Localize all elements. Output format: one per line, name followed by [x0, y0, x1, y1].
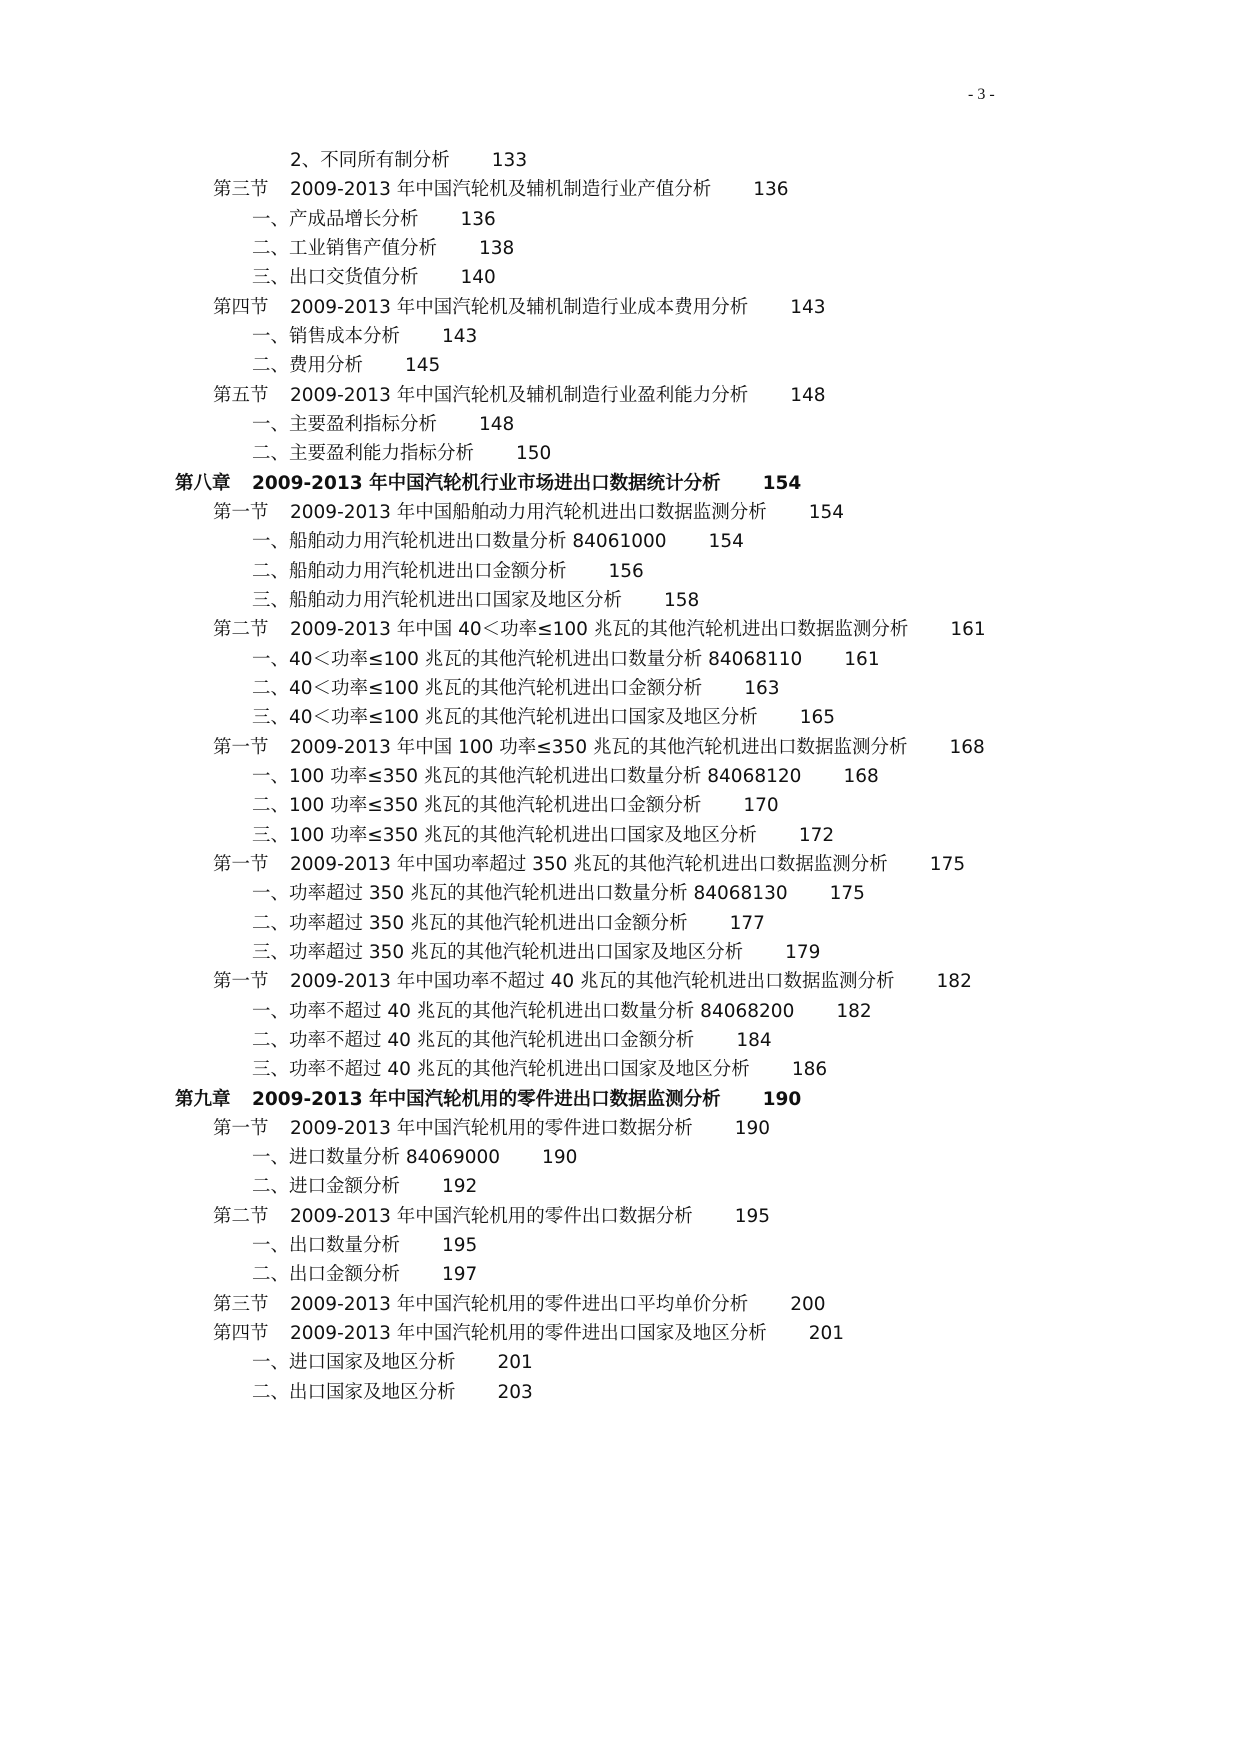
toc-title: 二、功率不超过 40 兆瓦的其他汽轮机进出口金额分析	[252, 1029, 695, 1051]
toc-page-number: 195	[734, 1205, 771, 1227]
toc-item	[0, 938, 1241, 967]
toc-title: 2009-2013 年中国功率不超过 40 兆瓦的其他汽轮机进出口数据监测分析	[290, 971, 895, 993]
toc-page-number: 136	[460, 208, 496, 230]
toc-page-number: 148	[479, 413, 515, 435]
toc-page-number: 161	[844, 648, 880, 670]
toc-section	[0, 850, 1241, 879]
toc-title: 二、主要盈利能力指标分析	[252, 443, 475, 465]
toc-page-number: 201	[808, 1323, 845, 1345]
toc-section	[0, 733, 1241, 762]
toc-page-number: 182	[836, 1000, 872, 1022]
toc-title: 2009-2013 年中国汽轮机行业市场进出口数据统计分析	[252, 472, 721, 494]
toc-item	[0, 821, 1241, 850]
toc-page-number: 154	[808, 501, 845, 523]
toc-page-number: 192	[442, 1176, 478, 1198]
toc-item	[0, 1172, 1241, 1201]
toc-item	[0, 527, 1241, 556]
toc-page-number: 175	[829, 883, 865, 905]
toc-title: 2009-2013 年中国汽轮机用的零件出口数据分析	[290, 1205, 693, 1227]
toc-section	[0, 967, 1241, 996]
toc-item	[0, 557, 1241, 586]
toc-page-number: 154	[708, 531, 744, 553]
toc-title: 2009-2013 年中国汽轮机用的零件进口数据分析	[290, 1117, 693, 1139]
toc-item	[0, 263, 1241, 292]
toc-item	[0, 1348, 1241, 1377]
toc-page-number: 138	[479, 237, 515, 259]
toc-page-number: 163	[744, 677, 780, 699]
toc-section	[0, 1114, 1241, 1143]
toc-item	[0, 1026, 1241, 1055]
toc-title: 2、不同所有制分析	[290, 150, 450, 171]
toc-section-label: 第一节	[213, 501, 269, 523]
toc-title: 一、船舶动力用汽轮机进出口数量分析 84061000	[252, 531, 667, 553]
toc-item	[0, 410, 1241, 439]
toc-section-label: 第三节	[213, 1293, 269, 1315]
toc-section	[0, 498, 1241, 527]
toc-page-number: 165	[799, 707, 836, 729]
toc-page-number: 182	[936, 971, 972, 993]
toc-title: 2009-2013 年中国汽轮机用的零件进出口国家及地区分析	[290, 1323, 767, 1345]
toc-page-number: 172	[798, 824, 835, 846]
toc-page-number: 200	[790, 1293, 826, 1315]
toc-title: 2009-2013 年中国汽轮机用的零件进出口平均单价分析	[290, 1293, 749, 1315]
toc-page-number: 161	[950, 619, 986, 641]
page-number: - 3 -	[968, 86, 995, 103]
toc-section-label: 第一节	[213, 1117, 269, 1139]
toc-title: 一、功率不超过 40 兆瓦的其他汽轮机进出口数量分析 84068200	[252, 1000, 795, 1022]
toc-section-label: 第一节	[213, 971, 269, 993]
toc-title: 2009-2013 年中国汽轮机用的零件进出口数据监测分析	[252, 1088, 721, 1110]
toc-item	[0, 351, 1241, 380]
toc-title: 一、主要盈利指标分析	[252, 413, 438, 435]
toc-section-label: 第二节	[213, 1205, 269, 1227]
toc-item	[0, 586, 1241, 615]
toc-chapter-label: 第八章	[175, 472, 231, 494]
toc-title: 2009-2013 年中国 40＜功率≤100 兆瓦的其他汽轮机进出口数据监测分析	[290, 619, 909, 641]
toc-section-label: 第一节	[213, 853, 269, 875]
toc-title: 二、40＜功率≤100 兆瓦的其他汽轮机进出口金额分析	[252, 677, 703, 699]
toc-item	[0, 1143, 1241, 1172]
toc-title: 2009-2013 年中国船舶动力用汽轮机进出口数据监测分析	[290, 501, 767, 523]
toc-page-number: 145	[405, 355, 441, 377]
toc-title: 一、出口数量分析	[252, 1235, 401, 1257]
toc-page-number: 170	[743, 795, 779, 817]
toc-subitem	[0, 146, 1241, 175]
toc-section	[0, 293, 1241, 322]
toc-title: 二、进口金额分析	[252, 1176, 401, 1198]
toc-section-label: 第三节	[213, 179, 269, 201]
toc-item	[0, 205, 1241, 234]
toc-title: 三、功率超过 350 兆瓦的其他汽轮机进出口国家及地区分析	[252, 941, 744, 963]
toc-title: 2009-2013 年中国汽轮机及辅机制造行业成本费用分析	[290, 296, 749, 318]
table-of-contents	[0, 146, 1241, 1407]
toc-title: 二、费用分析	[252, 355, 364, 377]
toc-page-number: 158	[664, 589, 700, 611]
toc-item	[0, 997, 1241, 1026]
toc-title: 三、40＜功率≤100 兆瓦的其他汽轮机进出口国家及地区分析	[252, 707, 758, 729]
toc-chapter-label: 第九章	[175, 1088, 231, 1110]
toc-item	[0, 645, 1241, 674]
toc-item	[0, 439, 1241, 468]
toc-title: 一、进口国家及地区分析	[252, 1352, 456, 1374]
toc-item	[0, 234, 1241, 263]
toc-title: 一、100 功率≤350 兆瓦的其他汽轮机进出口数量分析 84068120	[252, 765, 802, 787]
toc-title: 三、出口交货值分析	[252, 267, 419, 289]
toc-section-label: 第四节	[213, 296, 269, 318]
toc-section-label: 第二节	[213, 619, 269, 641]
toc-section-label: 第五节	[213, 384, 269, 406]
toc-page-number: 190	[734, 1117, 771, 1139]
toc-item	[0, 1055, 1241, 1084]
toc-page-number: 140	[460, 267, 496, 289]
toc-page-number: 148	[790, 384, 826, 406]
toc-section	[0, 1290, 1241, 1319]
toc-page-number: 150	[516, 443, 552, 465]
toc-page-number: 168	[843, 765, 879, 787]
toc-section	[0, 175, 1241, 204]
toc-title: 二、出口金额分析	[252, 1264, 401, 1286]
toc-page-number: 133	[491, 150, 528, 171]
toc-title: 2009-2013 年中国汽轮机及辅机制造行业产值分析	[290, 179, 712, 201]
toc-chapter	[0, 469, 1241, 498]
toc-page-number: 203	[497, 1381, 533, 1403]
toc-title: 二、功率超过 350 兆瓦的其他汽轮机进出口金额分析	[252, 912, 688, 934]
toc-title: 2009-2013 年中国 100 功率≤350 兆瓦的其他汽轮机进出口数据监测分析	[290, 736, 908, 758]
toc-section	[0, 615, 1241, 644]
toc-item	[0, 674, 1241, 703]
toc-title: 一、销售成本分析	[252, 325, 401, 347]
toc-page-number: 190	[542, 1147, 578, 1169]
toc-page-number: 197	[442, 1264, 478, 1286]
toc-title: 二、100 功率≤350 兆瓦的其他汽轮机进出口金额分析	[252, 795, 702, 817]
toc-title: 二、出口国家及地区分析	[252, 1381, 456, 1403]
toc-title: 三、功率不超过 40 兆瓦的其他汽轮机进出口国家及地区分析	[252, 1059, 750, 1081]
toc-title: 二、船舶动力用汽轮机进出口金额分析	[252, 560, 567, 582]
toc-chapter	[0, 1085, 1241, 1114]
toc-page-number: 156	[608, 560, 644, 582]
toc-page-number: 143	[442, 325, 478, 347]
toc-title: 一、进口数量分析 84069000	[252, 1147, 501, 1169]
toc-page-number: 168	[949, 736, 985, 758]
toc-item	[0, 1378, 1241, 1407]
toc-section	[0, 381, 1241, 410]
toc-item	[0, 322, 1241, 351]
toc-title: 一、功率超过 350 兆瓦的其他汽轮机进出口数量分析 84068130	[252, 883, 788, 905]
toc-section-label: 第四节	[213, 1323, 269, 1345]
toc-page-number: 154	[762, 472, 802, 494]
toc-title: 三、100 功率≤350 兆瓦的其他汽轮机进出口国家及地区分析	[252, 824, 757, 846]
toc-title: 一、40＜功率≤100 兆瓦的其他汽轮机进出口数量分析 84068110	[252, 648, 803, 670]
toc-title: 一、产成品增长分析	[252, 208, 419, 230]
toc-title: 二、工业销售产值分析	[252, 237, 438, 259]
toc-section	[0, 1202, 1241, 1231]
toc-item	[0, 909, 1241, 938]
toc-item	[0, 791, 1241, 820]
toc-title: 2009-2013 年中国功率超过 350 兆瓦的其他汽轮机进出口数据监测分析	[290, 853, 888, 875]
toc-page-number: 136	[753, 179, 789, 201]
toc-section-label: 第一节	[213, 736, 269, 758]
toc-title: 2009-2013 年中国汽轮机及辅机制造行业盈利能力分析	[290, 384, 749, 406]
toc-page-number: 179	[785, 941, 821, 963]
toc-page-number: 186	[791, 1059, 828, 1081]
toc-page-number: 143	[790, 296, 826, 318]
toc-page-number: 201	[497, 1352, 533, 1374]
toc-item	[0, 1260, 1241, 1289]
toc-item	[0, 879, 1241, 908]
toc-item	[0, 703, 1241, 732]
toc-page-number: 195	[442, 1235, 478, 1257]
toc-section	[0, 1319, 1241, 1348]
toc-title: 三、船舶动力用汽轮机进出口国家及地区分析	[252, 589, 623, 611]
toc-page-number: 177	[729, 912, 765, 934]
toc-page-number: 175	[929, 853, 966, 875]
toc-page-number: 190	[762, 1088, 802, 1110]
toc-page-number: 184	[736, 1029, 772, 1051]
toc-item	[0, 762, 1241, 791]
toc-item	[0, 1231, 1241, 1260]
